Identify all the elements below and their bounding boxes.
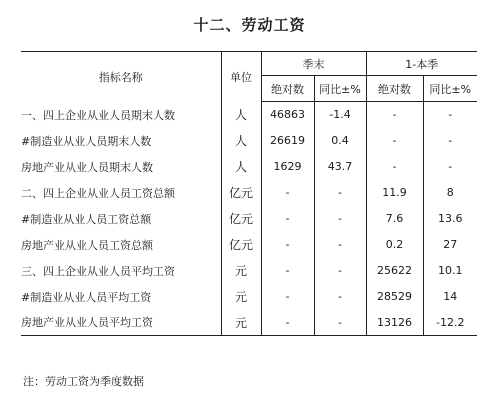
quarter-absolute-cell: - <box>261 310 314 336</box>
labor-wage-table <box>21 51 477 336</box>
quarter-yoy-cell: - <box>314 258 366 284</box>
quarter-absolute-cell: - <box>261 180 314 206</box>
quarter-yoy-cell: 43.7 <box>314 154 366 180</box>
quarter-yoy-cell: - <box>314 232 366 258</box>
cumulative-absolute-cell: 7.6 <box>366 206 423 232</box>
indicator-name: 三、四上企业从业人员平均工资 <box>21 264 175 278</box>
unit-cell: 元 <box>221 310 261 336</box>
indicator-name: 房地产业从业人员期末人数 <box>21 160 153 174</box>
quarter-yoy-cell: - <box>314 206 366 232</box>
page-title: 十二、劳动工资 <box>193 16 306 34</box>
indicator-name: 一、四上企业从业人员期末人数 <box>21 108 175 122</box>
table-row <box>21 154 477 180</box>
unit-cell: 人 <box>221 128 261 154</box>
quarter-absolute-header: 绝对数 <box>261 76 314 102</box>
footnote: 注：劳动工资为季度数据 <box>23 375 144 388</box>
unit-cell: 亿元 <box>221 232 261 258</box>
quarter-absolute-cell: - <box>261 232 314 258</box>
table-row <box>21 284 477 310</box>
quarter-absolute-cell: 1629 <box>261 154 314 180</box>
quarter-yoy-cell: - <box>314 284 366 310</box>
cumulative-yoy-cell: - <box>423 102 477 128</box>
unit-cell: 元 <box>221 284 261 310</box>
unit-cell: 亿元 <box>221 180 261 206</box>
cumulative-yoy-header: 同比±% <box>423 76 477 102</box>
cumulative-absolute-cell: 11.9 <box>366 180 423 206</box>
indicator-name: 房地产业从业人员平均工资 <box>21 310 221 336</box>
cumulative-absolute-cell: - <box>366 102 423 128</box>
quarter-yoy-cell: -1.4 <box>314 102 366 128</box>
quarter-absolute-cell: - <box>261 284 314 310</box>
indicator-name: #制造业从业人员平均工资 <box>21 290 152 304</box>
quarter-yoy-cell: - <box>314 310 366 336</box>
cumulative-absolute-cell: - <box>366 128 423 154</box>
indicator-name: 房地产业从业人员工资总额 <box>21 238 153 252</box>
quarter-end-header: 季末 <box>261 52 366 76</box>
indicator-name: 二、四上企业从业人员工资总额 <box>21 186 175 200</box>
cumulative-absolute-cell: 13126 <box>366 310 423 336</box>
header-row <box>21 52 477 76</box>
cumulative-absolute-header: 绝对数 <box>366 76 423 102</box>
unit-cell: 人 <box>221 102 261 128</box>
quarter-absolute-cell: - <box>261 206 314 232</box>
quarter-yoy-cell: 0.4 <box>314 128 366 154</box>
table-row <box>21 232 477 258</box>
quarter-absolute-cell: 46863 <box>261 102 314 128</box>
unit-cell: 人 <box>221 154 261 180</box>
cumulative-yoy-cell: 13.6 <box>423 206 477 232</box>
table-row <box>21 206 477 232</box>
cumulative-yoy-cell: - <box>423 154 477 180</box>
indicator-name: #制造业从业人员工资总额 <box>21 212 152 226</box>
cumulative-yoy-cell: 10.1 <box>423 258 477 284</box>
table-row <box>21 102 477 128</box>
quarter-yoy-cell: - <box>314 180 366 206</box>
quarter-absolute-cell: - <box>261 258 314 284</box>
quarter-yoy-header: 同比±% <box>314 76 366 102</box>
table-row <box>21 258 477 284</box>
cumulative-absolute-cell: 0.2 <box>366 232 423 258</box>
indicator-header: 指标名称 <box>21 52 221 102</box>
cumulative-yoy-cell: 8 <box>423 180 477 206</box>
unit-cell: 亿元 <box>221 206 261 232</box>
table-row <box>21 128 477 154</box>
unit-cell: 元 <box>221 258 261 284</box>
table-row <box>21 180 477 206</box>
cumulative-absolute-cell: - <box>366 154 423 180</box>
cumulative-absolute-cell: 28529 <box>366 284 423 310</box>
cumulative-yoy-cell: 27 <box>423 232 477 258</box>
quarter-absolute-cell: 26619 <box>261 128 314 154</box>
cumulative-header: 1-本季 <box>366 52 477 76</box>
cumulative-yoy-cell: -12.2 <box>423 310 477 336</box>
table-row <box>21 310 477 336</box>
indicator-name: #制造业从业人员期末人数 <box>21 134 152 148</box>
cumulative-absolute-cell: 25622 <box>366 258 423 284</box>
cumulative-yoy-cell: 14 <box>423 284 477 310</box>
cumulative-yoy-cell: - <box>423 128 477 154</box>
unit-header: 单位 <box>221 52 261 102</box>
